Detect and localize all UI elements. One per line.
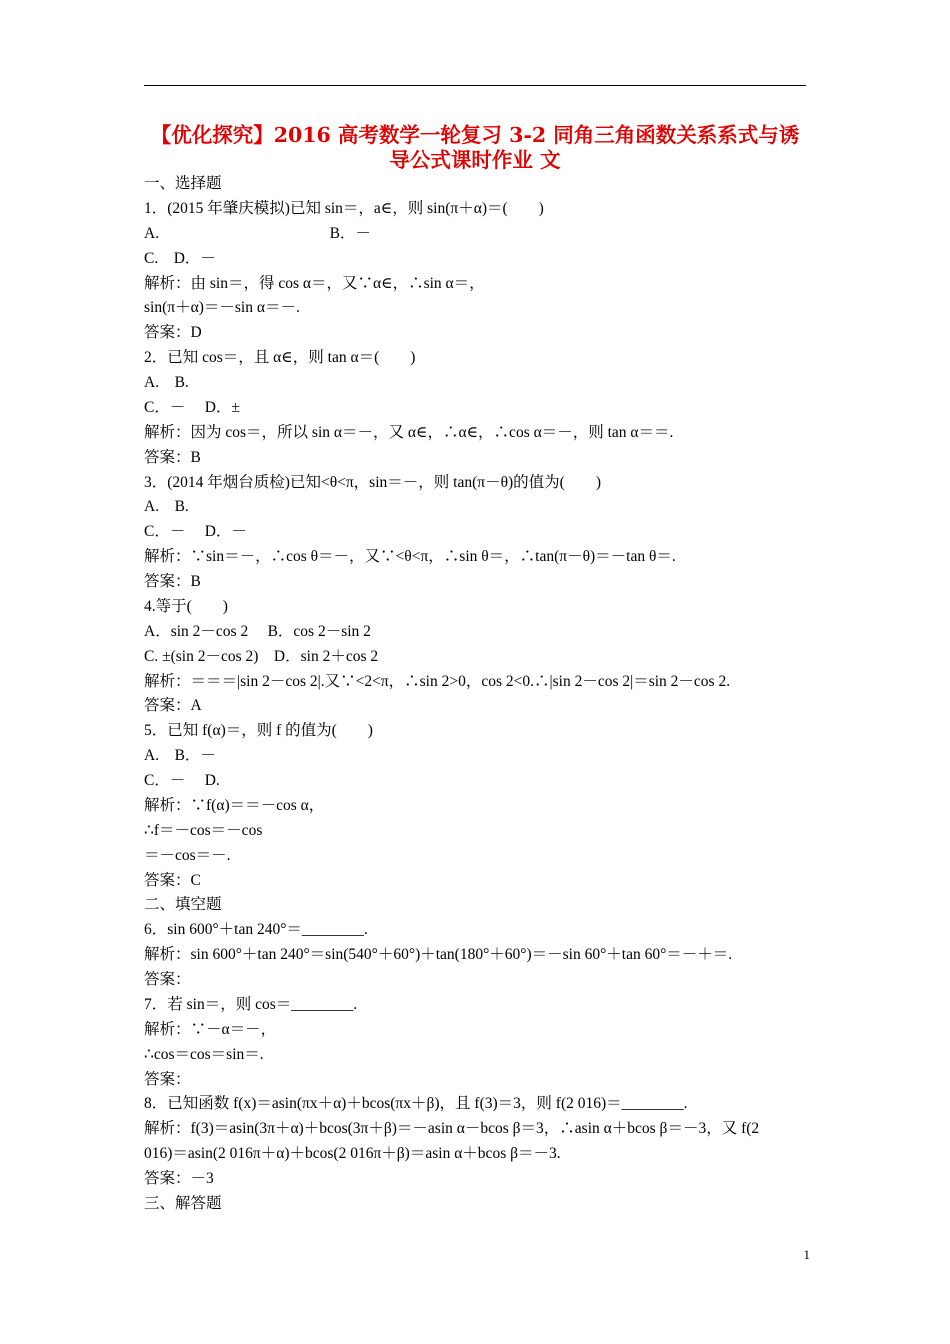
text-line: A. B．－	[144, 747, 216, 765]
text-line: 4.等于( )	[144, 597, 228, 615]
title-line-1: 【优化探究】2016 高考数学一轮复习 3-2 同角三角函数关系系式与诱	[150, 123, 800, 147]
text-line: 解析：因为 cos＝，所以 sin α＝－，又 α∈，∴α∈，∴cos α＝－，则 tan α＝＝.	[144, 423, 674, 441]
text-line: 答案：B	[144, 448, 201, 466]
text-line: 016)＝asin(2 016π＋α)＋bcos(2 016π＋β)＝asin α＋bcos β＝－3.	[144, 1145, 561, 1163]
text-line: 一、选择题	[144, 175, 222, 192]
text-line: 3．(2014 年烟台质检)已知<θ<π，sin＝－，则 tan(π－θ)的值为( )	[144, 473, 601, 491]
text-line: 答案：A	[144, 697, 202, 715]
text-line: A. B.	[144, 374, 189, 391]
text-line: 答案：D	[144, 324, 202, 342]
text-line: ∴f＝－cos＝－cos	[144, 821, 263, 839]
title-line-2: 导公式课时作业 文	[389, 148, 561, 172]
text-line: C. D．－	[144, 249, 216, 267]
text-line: ∴cos＝cos＝sin＝.	[144, 1045, 264, 1063]
text-line: 答案：C	[144, 871, 201, 889]
document-title	[144, 123, 806, 173]
text-line: 解析：∵f(α)＝＝－cos α，	[144, 796, 325, 814]
text-line: 二、填空题	[144, 896, 222, 914]
text-line: A．sin 2－cos 2 B．cos 2－sin 2	[144, 622, 371, 640]
text-line: 答案：B	[144, 573, 201, 590]
text-line: C．－ D.	[144, 772, 220, 789]
text-line: ＝－cos＝－.	[144, 846, 231, 864]
text-line: 三、解答题	[144, 1194, 222, 1212]
text-line: 6．sin 600°＋tan 240°＝________.	[144, 921, 368, 939]
text-line: 8．已知函数 f(x)＝asin(πx＋α)＋bcos(πx＋β)，且 f(3)＝3，则 f(2 016)＝________.	[144, 1095, 688, 1113]
text-line: 答案：－3	[144, 1170, 214, 1187]
text-line: 解析：∵－α＝－，	[144, 1020, 277, 1038]
text-line: C. ±(sin 2－cos 2) D．sin 2＋cos 2	[144, 647, 379, 665]
header-rule	[144, 85, 806, 86]
text-line: sin(π＋α)＝－sin α＝－.	[144, 299, 300, 317]
page-number: 1	[803, 1247, 810, 1262]
text-line: 1．(2015 年肇庆模拟)已知 sin＝，a∈，则 sin(π＋α)＝( )	[144, 199, 544, 217]
text-line: A. B.	[144, 498, 189, 516]
text-line: C．－ D．±	[144, 398, 240, 416]
text-line: A. B．－	[144, 224, 371, 242]
text-line: 解析：由 sin＝，得 cos α＝，又∵α∈，∴sin α＝，	[144, 274, 485, 292]
text-line: 答案：	[144, 1070, 191, 1088]
text-line: 5．已知 f(α)＝，则 f 的值为( )	[144, 722, 373, 740]
text-line: 解析：f(3)＝asin(3π＋α)＋bcos(3π＋β)＝－asin α－bcos β＝3，∴asin α＋bcos β＝－3，又 f(2	[144, 1120, 760, 1138]
text-line: 解析：sin 600°＋tan 240°＝sin(540°＋60°)＋tan(180°＋60°)＝－sin 60°＋tan 60°＝－＋＝.	[144, 946, 733, 964]
text-line: 解析：∵sin＝－，∴cos θ＝－，又∵<θ<π，∴sin θ＝，∴tan(π－θ)＝－tan θ＝.	[144, 548, 676, 566]
text-line: C．－ D．－	[144, 523, 247, 541]
text-line: 答案：	[144, 971, 191, 988]
text-line: 7．若 sin＝，则 cos＝________.	[144, 995, 358, 1013]
text-line: 2．已知 cos＝，且 α∈，则 tan α＝( )	[144, 349, 416, 367]
document-body	[144, 172, 814, 1217]
text-line: 解析：＝＝＝|sin 2－cos 2|.又∵<2<π，∴sin 2>0，cos 2<0.∴|sin 2－cos 2|＝sin 2－cos 2.	[144, 672, 731, 690]
